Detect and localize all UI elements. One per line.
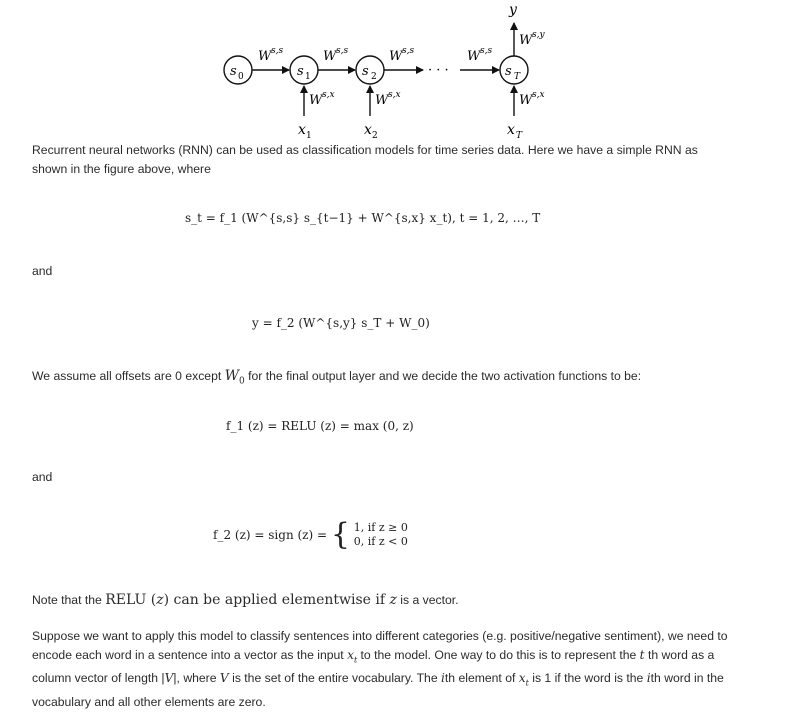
svg-text:0: 0	[238, 72, 244, 82]
node-s2	[356, 56, 384, 84]
offsets-sentence: We assume all offsets are 0 except $W_0$ for the final output layer and we decide the two activation functions to be:	[32, 368, 642, 387]
svg-text:W: W	[258, 49, 272, 64]
svg-text:W: W	[375, 93, 389, 108]
input-xT	[507, 122, 523, 141]
equation-f2-lhs: f_2 (z) = sign (z) =	[213, 528, 328, 542]
svg-text:W: W	[389, 49, 403, 64]
label-wss-1	[258, 46, 283, 64]
svg-text:1: 1	[305, 72, 311, 82]
svg-text:W: W	[323, 49, 337, 64]
svg-text:x: x	[298, 122, 306, 138]
output-y: y	[509, 2, 517, 18]
cases-brace: {	[330, 517, 350, 552]
svg-text:2: 2	[372, 131, 378, 141]
equation-f2-cases	[354, 521, 408, 549]
svg-text:W: W	[467, 49, 481, 64]
equation-f1-relu: f_1 (z) = RELU (z) = max (0, z)	[226, 419, 414, 433]
and-label-2: and	[32, 470, 53, 484]
label-wsx-1	[309, 90, 335, 108]
svg-text:W: W	[519, 33, 533, 48]
label-wss-4	[467, 46, 492, 64]
svg-text:s,x: s,x	[388, 90, 401, 100]
svg-text:W: W	[309, 93, 323, 108]
svg-text:s,x: s,x	[322, 90, 335, 100]
node-sT	[500, 56, 528, 84]
svg-text:1: 1	[306, 131, 312, 141]
svg-text:s: s	[297, 64, 304, 79]
case-1: 1, if z ≥ 0	[353, 521, 408, 534]
label-wss-3	[389, 46, 414, 64]
svg-text:T: T	[516, 131, 523, 141]
node-s1	[290, 56, 318, 84]
svg-text:2: 2	[371, 72, 377, 82]
equation-f2-sign	[213, 517, 408, 552]
svg-text:s,s: s,s	[271, 46, 284, 56]
ellipsis: · · ·	[428, 63, 449, 78]
svg-text:s: s	[362, 64, 369, 79]
svg-text:s: s	[230, 64, 237, 79]
svg-text:s,y: s,y	[532, 30, 545, 40]
equation-state-update: s_t = f_1 (W^{s,s} s_{t−1} + W^{s,x} x_t), t = 1, 2, …, T	[185, 211, 541, 225]
note-sentence: Note that the RELU (z) can be applied elementwise if z is a vector.	[32, 592, 459, 608]
label-wsy	[519, 30, 545, 48]
svg-text:s: s	[505, 64, 512, 79]
label-wss-2	[323, 46, 348, 64]
label-wsx-3	[519, 90, 545, 108]
equation-output: y = f_2 (W^{s,y} s_T + W_0)	[252, 316, 430, 330]
svg-text:x: x	[364, 122, 372, 138]
encoding-paragraph: Suppose we want to apply this model to classify sentences into different categories (e.g. positive/negative sentiment), we need to encode each word in a sentence into a vector as the input $x_t$ to the model. One way to do this is to represent the t th word as a column vector of length |V|, where V is the set of the entire vocabulary. The ith element of $x_t$ is 1 if the word is the ith word in the vocabulary and all other elements are zero.	[32, 629, 728, 710]
label-wsx-2	[375, 90, 401, 108]
svg-text:s,s: s,s	[336, 46, 349, 56]
svg-text:W: W	[519, 93, 533, 108]
input-x1	[298, 122, 312, 141]
svg-text:s,s: s,s	[480, 46, 493, 56]
svg-text:s,x: s,x	[532, 90, 545, 100]
and-label-1: and	[32, 264, 53, 278]
input-x2	[364, 122, 378, 141]
rnn-diagram	[0, 0, 786, 145]
svg-text:s,s: s,s	[402, 46, 415, 56]
svg-text:T: T	[514, 72, 521, 82]
node-s0	[224, 56, 252, 84]
svg-text:x: x	[507, 122, 515, 138]
case-2: 0, if z < 0	[353, 535, 408, 548]
intro-paragraph: Recurrent neural networks (RNN) can be used as classification models for time series data. Here we have a simple RNN as shown in the figure above, where	[32, 143, 698, 176]
